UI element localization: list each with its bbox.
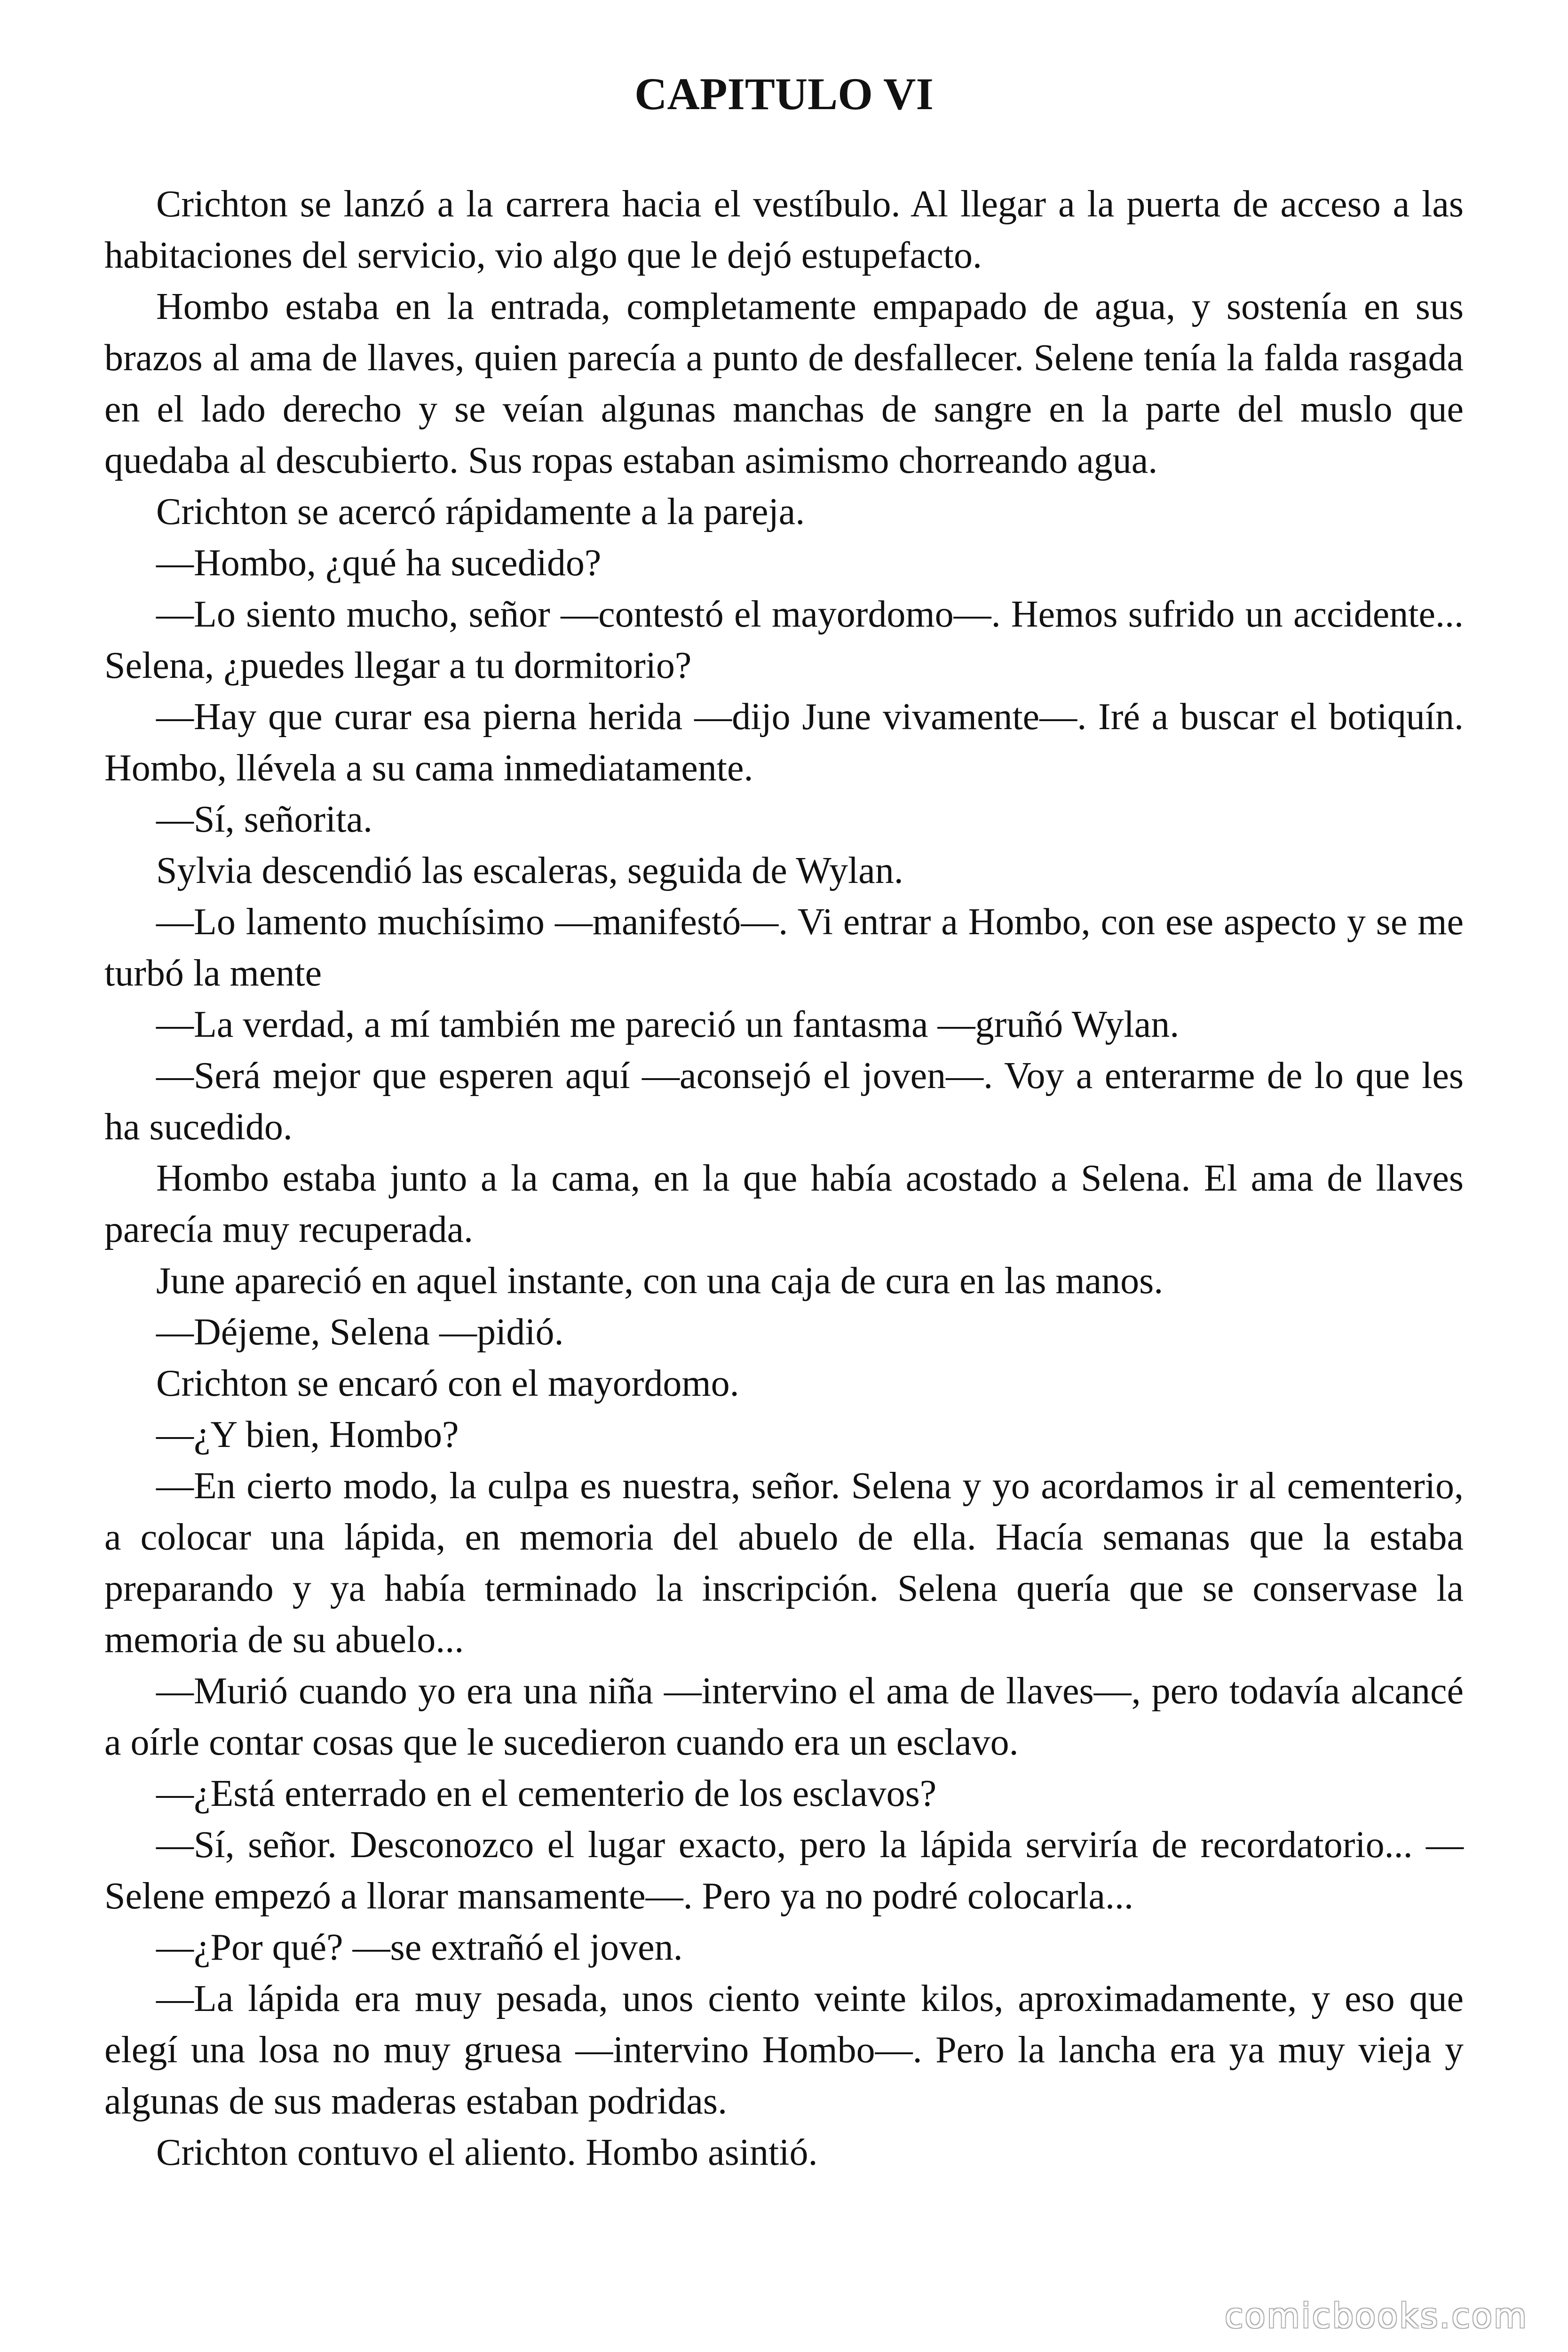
paragraph: —¿Está enterrado en el cementerio de los esclavos? (156, 1773, 937, 1814)
paragraph: —Lo siento mucho, señor —contestó el mayordomo—. Hemos sufrido un accidente... Selena, ¿puedes llegar a tu dormitorio? (104, 594, 1464, 686)
chapter-title: CAPITULO VI (634, 69, 934, 119)
paragraph: —Murió cuando yo era una niña —intervino el ama de llaves—, pero todavía alcancé a oírle contar cosas que le sucedieron cuando era un esclavo. (104, 1670, 1464, 1763)
paragraph: —Sí, señor. Desconozco el lugar exacto, pero la lápida serviría de recordatorio... —Selene empezó a llorar mansamente—. Pero ya no podré colocarla... (104, 1824, 1464, 1917)
paragraph: —Será mejor que esperen aquí —aconsejó el joven—. Voy a enterarme de lo que les ha sucedido. (104, 1055, 1464, 1148)
paragraph: —La lápida era muy pesada, unos ciento veinte kilos, aproximadamente, y eso que elegí una losa no muy gruesa —intervino Hombo—. Pero la lancha era ya muy vieja y algunas de sus maderas estaban podridas. (104, 1978, 1464, 2122)
paragraph: —Hombo, ¿qué ha sucedido? (156, 542, 602, 584)
paragraph: —Sí, señorita. (156, 799, 372, 840)
paragraph: —En cierto modo, la culpa es nuestra, señor. Selena y yo acordamos ir al cementerio, a colocar una lápida, en memoria del abuelo de ella. Hacía semanas que la estaba preparando y ya había terminado la inscripción. Selena quería que se conservase la memoria de su abuelo... (104, 1465, 1464, 1661)
paragraph: Hombo estaba junto a la cama, en la que había acostado a Selena. El ama de llaves parecía muy recuperada. (104, 1158, 1464, 1250)
paragraph: —¿Por qué? —se extrañó el joven. (156, 1927, 683, 1968)
watermark: comicbooks.com (1224, 2296, 1528, 2336)
paragraph: Crichton se encaró con el mayordomo. (156, 1363, 739, 1404)
paragraph: Crichton se acercó rápidamente a la pareja. (156, 491, 805, 532)
paragraph: Hombo estaba en la entrada, completamente empapado de agua, y sostenía en sus brazos al ama de llaves, quien parecía a punto de desfallecer. Selene tenía la falda rasgada en el lado derecho y se veían algunas manchas de sangre en la parte del muslo que quedaba al descubierto. Sus ropas estaban asimismo chorreando agua. (104, 286, 1464, 481)
paragraph: Sylvia descendió las escaleras, seguida de Wylan. (156, 850, 903, 891)
paragraph: Crichton contuvo el aliento. Hombo asintió. (156, 2132, 818, 2173)
paragraph: June apareció en aquel instante, con una caja de cura en las manos. (156, 1260, 1164, 1302)
paragraph: —¿Y bien, Hombo? (156, 1414, 459, 1455)
paragraph: —Hay que curar esa pierna herida —dijo June vivamente—. Iré a buscar el botiquín. Hombo, llévela a su cama inmediatamente. (104, 696, 1464, 789)
paragraph: Crichton se lanzó a la carrera hacia el vestíbulo. Al llegar a la puerta de acceso a las habitaciones del servicio, vio algo que le dejó estupefacto. (104, 183, 1464, 276)
body-text (104, 179, 1464, 2178)
paragraph: —Déjeme, Selena —pidió. (156, 1311, 564, 1353)
paragraph: —Lo lamento muchísimo —manifestó—. Vi entrar a Hombo, con ese aspecto y se me turbó la mente (104, 901, 1464, 994)
paragraph: —La verdad, a mí también me pareció un fantasma —gruñó Wylan. (156, 1004, 1180, 1045)
